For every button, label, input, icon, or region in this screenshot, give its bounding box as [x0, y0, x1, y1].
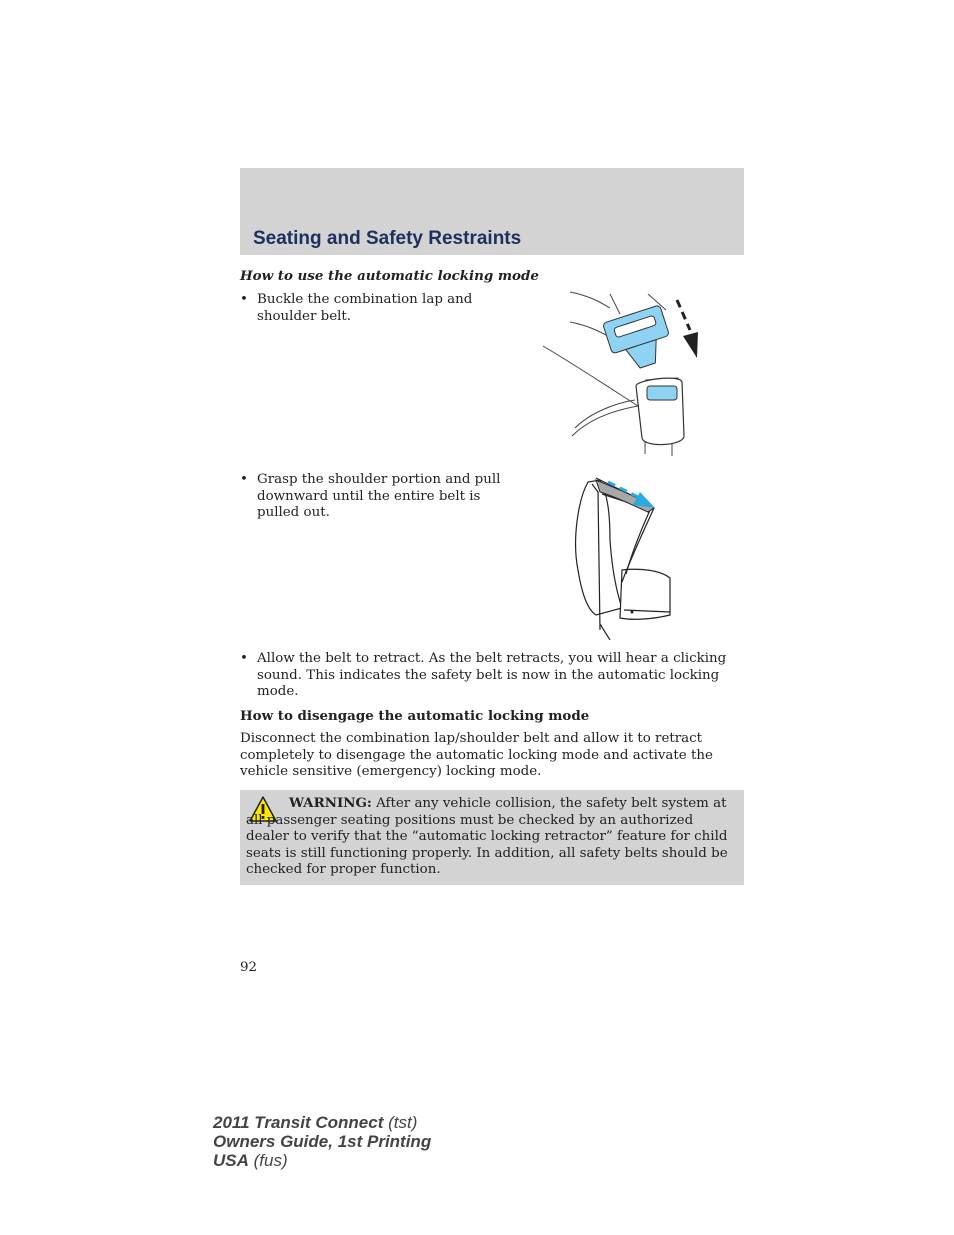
- subheading-use-locking-mode: How to use the automatic locking mode: [240, 268, 539, 284]
- footer-line-1: 2011 Transit Connect (tst): [213, 1113, 418, 1132]
- disengage-paragraph: Disconnect the combination lap/shoulder belt and allow it to retract completely to disengage the automatic locking mode and activate the vehicle sensitive (emergency) locking mode.: [240, 731, 713, 779]
- warning-text: [246, 795, 738, 879]
- footer-line-3: USA (fus): [213, 1151, 288, 1170]
- seat-belt-pull-illustration: [560, 470, 680, 640]
- section-title: Seating and Safety Restraints: [253, 228, 522, 249]
- bullet-text: Allow the belt to retract. As the belt retracts, you will hear a clicking sound. This indicates the safety belt is now in the automatic locking mode.: [257, 651, 727, 699]
- page-number: 92: [240, 960, 258, 975]
- warning-label: WARNING:: [289, 795, 372, 811]
- bullet-marker: •: [240, 651, 248, 666]
- subheading-disengage-locking-mode: How to disengage the automatic locking mode: [240, 708, 590, 724]
- bullet-marker: •: [240, 292, 248, 307]
- bullet-marker: •: [240, 472, 248, 487]
- footer-line-2: Owners Guide, 1st Printing: [213, 1132, 432, 1151]
- footer: [213, 1113, 431, 1170]
- bullet-text: Grasp the shoulder portion and pull downward until the entire belt is pulled out.: [257, 472, 501, 520]
- bullet-text: Buckle the combination lap and shoulder belt.: [257, 292, 473, 324]
- down-arrow-icon: [677, 300, 698, 358]
- warning-body: After any vehicle collision, the safety belt system at all passenger seating positions must be checked by an authorized dealer to verify that the “automatic locking retractor” feature for child seats is still functioning properly. In addition, all safety belts should be checked for proper function.: [246, 796, 728, 877]
- buckle-illustration: [540, 288, 715, 458]
